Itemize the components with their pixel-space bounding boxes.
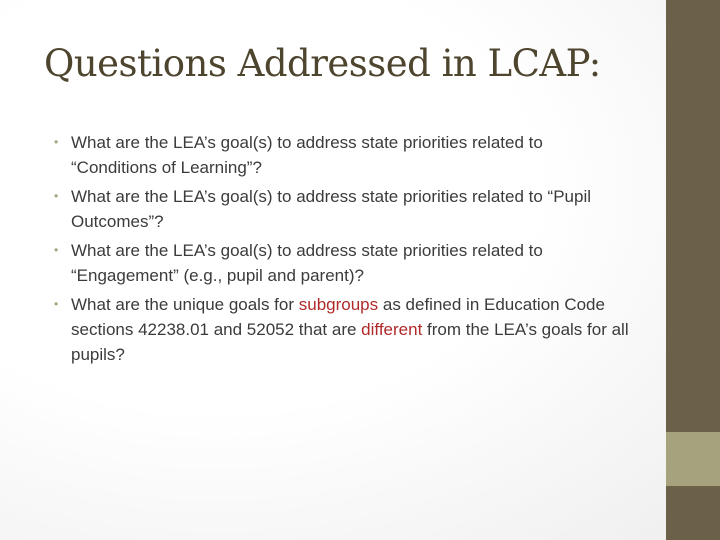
bullet-item-conditions-of-learning: [52, 130, 632, 180]
highlight-different: different: [361, 320, 423, 339]
bullet-text: What are the unique goals for: [71, 295, 299, 314]
bullet-text: What are the LEA’s goal(s) to address state priorities related to “Engagement” (e.g., pupil and parent)?: [71, 241, 543, 285]
bullet-item-pupil-outcomes: [52, 184, 632, 234]
sidebar-accent-block: [666, 432, 720, 486]
bullet-text: What are the LEA’s goal(s) to address state priorities related to “Conditions of Learning”?: [71, 133, 543, 177]
bullet-item-subgroups: [52, 292, 632, 367]
bullet-dot-icon: •: [54, 243, 59, 257]
bullet-text: What are the LEA’s goal(s) to address state priorities related to “Pupil Outcomes”?: [71, 187, 592, 231]
slide-title: Questions Addressed in LCAP:: [44, 42, 601, 85]
highlight-subgroups: subgroups: [298, 295, 379, 314]
bullet-text-middle: as defined in Education Code sections 42238.01 and 52052 that are: [71, 295, 605, 339]
bullet-text-end: from the LEA’s goals for all pupils?: [71, 320, 629, 364]
bullet-list: [52, 130, 632, 371]
bullet-item-engagement: [52, 238, 632, 288]
bullet-dot-icon: •: [54, 135, 59, 149]
bullet-dot-icon: •: [54, 297, 59, 311]
bullet-dot-icon: •: [54, 189, 59, 203]
